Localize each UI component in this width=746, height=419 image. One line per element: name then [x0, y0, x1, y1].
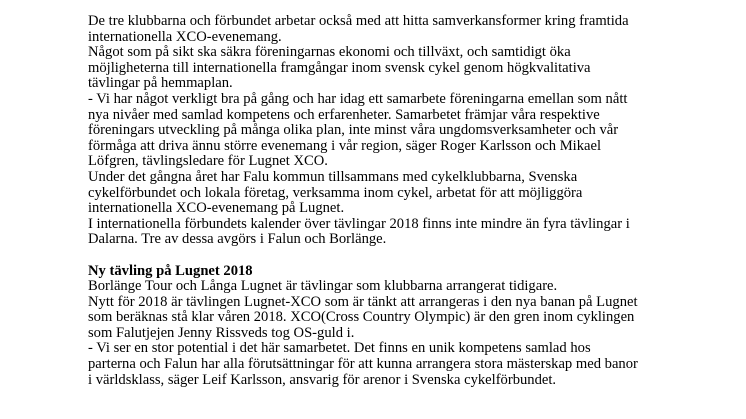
section-heading: Ny tävling på Lugnet 2018: [88, 262, 253, 279]
text-line: I internationella förbundets kalender över tävlingar 2018 finns inte mindre än fyra tävlingar i: [88, 215, 630, 232]
text-line: som Falutjejen Jenny Rissveds tog OS-guld i.: [88, 324, 355, 341]
text-line: förmåga att driva ännu större evenemang i vår region, säger Roger Karlsson och Mikael: [88, 137, 602, 154]
text-line: internationella XCO-evenemang på Lugnet.: [88, 200, 345, 217]
text-line: parterna och Falun har alla förutsättningar för att kunna arrangera stora mästerskap med banor: [88, 356, 638, 373]
text-line: Borlänge Tour och Långa Lugnet är tävlingar som klubbarna arrangerat tidigare.: [88, 278, 558, 295]
text-line: Dalarna. Tre av dessa avgörs i Falun och Borlänge.: [88, 231, 387, 248]
text-line: cykelförbundet och lokala företag, verksamma inom cykel, arbetat för att möjliggöra: [88, 184, 583, 201]
text-line: De tre klubbarna och förbundet arbetar också med att hitta samverkansformer kring framtida: [88, 13, 629, 29]
text-line: Under det gångna året har Falu kommun tillsammans med cykelklubbarna, Svenska: [88, 168, 578, 185]
text-line: i världsklass, säger Leif Karlsson, ansvarig för arenor i Svenska cykelförbundet.: [88, 371, 557, 388]
paragraph-gap: [88, 248, 728, 264]
text-line: nya nivåer med samlad kompetens och erfarenheter. Samarbetet främjar våra respektive: [88, 106, 600, 123]
document-page: [88, 14, 728, 388]
intro-section: [88, 14, 728, 248]
text-line: - Vi har något verkligt bra på gång och har idag ett samarbete föreningarna emellan som nått: [88, 90, 628, 107]
text-line: - Vi ser en stor potential i det här samarbetet. Det finns en unik kompetens samlad hos: [88, 340, 591, 357]
text-line: möjligheterna till internationella framgångar inom svensk cykel genom högkvalitativa: [88, 59, 591, 76]
text-line: internationella XCO-evenemang.: [88, 28, 282, 45]
text-line: Något som på sikt ska säkra föreningarnas ekonomi och tillväxt, och samtidigt öka: [88, 44, 571, 61]
section-body: [88, 279, 728, 388]
text-line: som beräknas stå klar våren 2018. XCO(Cross Country Olympic) är den gren inom cyklingen: [88, 309, 635, 326]
text-line: föreningars utveckling på många olika plan, inte minst våra ungdomsverksamheter och vår: [88, 122, 619, 139]
text-line: tävlingar på hemmaplan.: [88, 75, 233, 92]
text-line: Nytt för 2018 är tävlingen Lugnet-XCO som är tänkt att arrangeras i den nya banan på Lugnet: [88, 293, 638, 310]
text-line: Löfgren, tävlingsledare för Lugnet XCO.: [88, 153, 328, 170]
